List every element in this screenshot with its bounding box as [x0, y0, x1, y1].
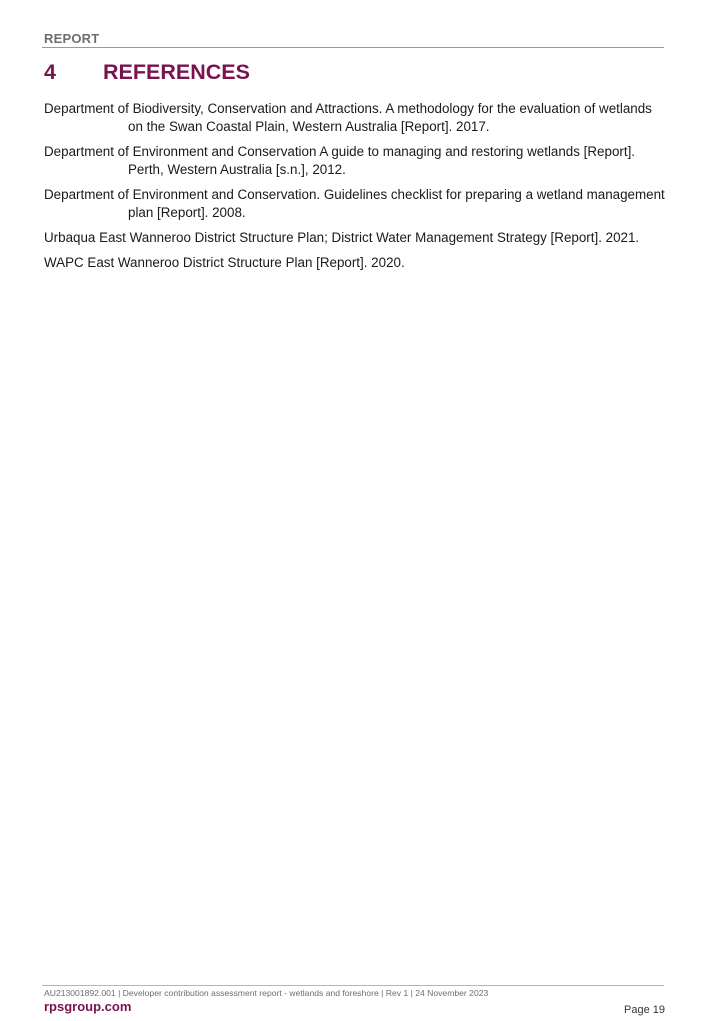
reference-item: Department of Biodiversity, Conservation and Attractions. A methodology for the evaluation of wetlands on the Swan Coastal Plain, Western Australia [Report]. 2017.	[44, 101, 652, 134]
page-number: Page 19	[624, 1004, 665, 1016]
section-title: REFERENCES	[103, 60, 250, 84]
reference-item: Department of Environment and Conservation. Guidelines checklist for preparing a wetland management plan [Report]. 2008.	[44, 187, 665, 220]
section-number: 4	[44, 60, 56, 84]
footer-website-link[interactable]: rpsgroup.com	[44, 999, 132, 1014]
reference-list	[44, 100, 668, 279]
reference-item: WAPC East Wanneroo District Structure Plan [Report]. 2020.	[44, 255, 405, 270]
reference-item: Department of Environment and Conservation A guide to managing and restoring wetlands [Report]. Perth, Western Australia [s.n.], 2012.	[44, 144, 636, 177]
footer-document-info: AU213001892.001 | Developer contribution assessment report - wetlands and foreshore | Rev 1 | 24 November 2023	[44, 988, 489, 998]
header-label: REPORT	[44, 31, 100, 46]
section-heading	[44, 60, 250, 85]
reference-item: Urbaqua East Wanneroo District Structure Plan; District Water Management Strategy [Report]. 2021.	[44, 230, 640, 245]
header-divider	[42, 47, 664, 48]
footer-divider	[42, 985, 664, 986]
